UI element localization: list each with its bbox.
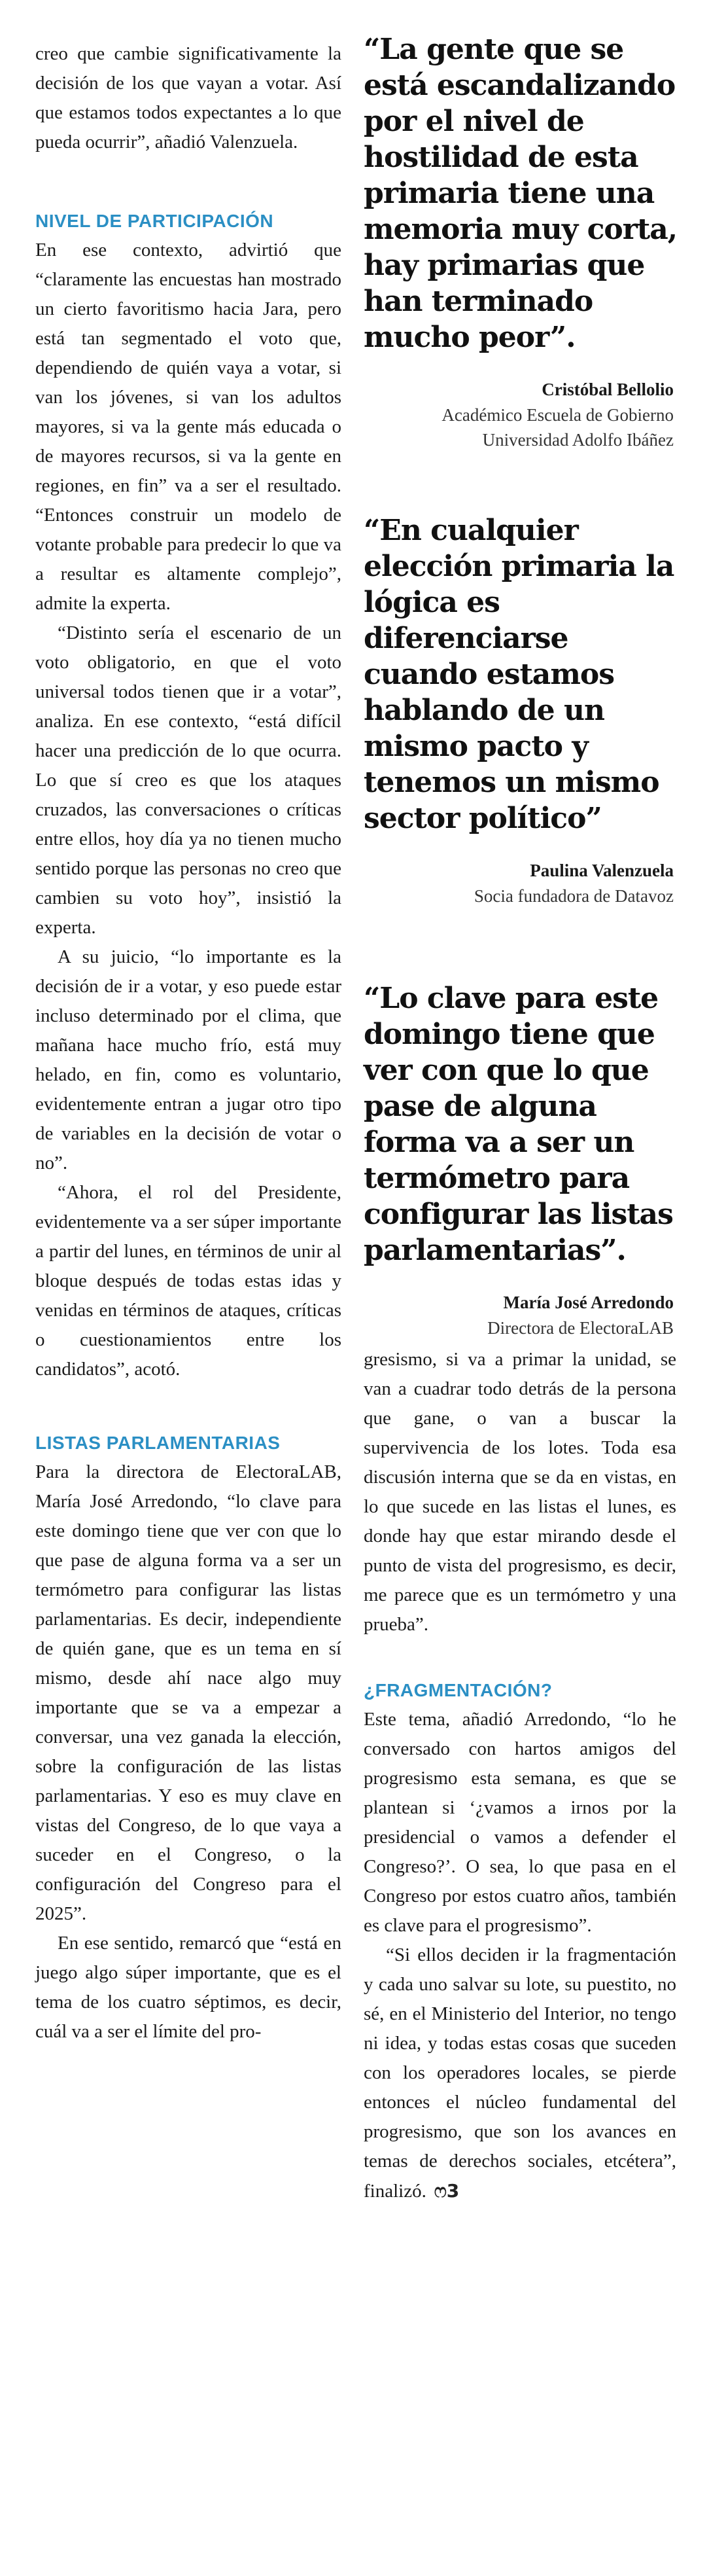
quote-attribution [364, 376, 678, 452]
pull-quote-bellolio [364, 31, 678, 452]
end-of-article-icon: ෆ3 [434, 2180, 460, 2202]
section-subhead-fragmentacion: ¿FRAGMENTACIÓN? [364, 1680, 553, 1700]
quote-author-affiliation: Universidad Adolfo Ibáñez [482, 430, 674, 450]
quote-author-role: Académico Escuela de Gobierno [441, 405, 674, 425]
quote-author-name: Paulina Valenzuela [530, 861, 674, 880]
article-paragraph: gresismo, si va a primar la unidad, se van a cuadrar todo detrás de la persona que gane, o van a buscar la supervivencia de los lotes. Toda esa discusión interna que se da en vistas, en lo que sucede en las listas el lunes, es donde hay que estar mirando desde el punto de vista del progresismo, es decir, me parece que es un termómetro y una prueba”. [364, 1349, 676, 1635]
pull-quote-text: “En cualquier elección primaria la lógica es diferenciarse cuando estamos hablando de un mismo pacto y tenemos un mismo sector político” [364, 514, 674, 835]
article-paragraph: “Distinto sería el escenario de un voto obligatorio, en que el voto universal todos tienen que ir a votar”, analiza. En ese contexto, “está difícil hacer una predicción de lo que ocurra. Lo que sí creo es que los ataques cruzados, las conversaciones o críticas entre ellos, hoy día ya no tienen mucho sentido porque las personas no creo que cambien su voto hoy”, insistió la experta. [35, 622, 341, 938]
article-paragraph-text: “Si ellos deciden ir la fragmentación y cada uno salvar su lote, su puestito, no sé, en el Ministerio del Interior, no tengo ni idea, y todas estas cosas que suceden con los operadores locales, se pierde entonces el núcleo fundamental del progresismo, que son los avances en temas de derechos sociales, etcétera”, finalizó. [364, 1944, 676, 2202]
article-paragraph: En ese contexto, advirtió que “claramente las encuestas han mostrado un cierto favoritismo hacia Jara, pero está tan segmentado el voto que, dependiendo de quién vaya a votar, si van los jóvenes, si van los adultos mayores, si va la gente más educada o de mayores recursos, si va la gente en regiones, en fin” va a ser el resultado. “Entonces construir un modelo de votante probable para predecir lo que va a resultar es altamente complejo”, admite la experta. [35, 240, 341, 614]
pull-quotes [364, 31, 678, 1340]
quote-author-name: Cristóbal Bellolio [542, 380, 674, 399]
article-paragraph: A su juicio, “lo importante es la decisión de ir a votar, y eso puede estar incluso determinado por el clima, que mañana hace mucho frío, está muy helado, en fin, como es voluntario, evidentemente entran a jugar otro tipo de variables en la decisión de votar o no”. [35, 946, 341, 1173]
article-paragraph: Este tema, añadió Arredondo, “lo he conversado con hartos amigos del progresismo esta semana, es que se plantean si ‘¿vamos a irnos por la presidencial o vamos a defender el Congreso?’. O sea, lo que pasa en el Congreso por estos cuatro años, también es clave para el progresismo”. [364, 1709, 676, 1936]
quote-author-name: María José Arredondo [503, 1293, 674, 1312]
article-right-column [364, 1345, 676, 2206]
article-paragraph: Para la directora de ElectoraLAB, María José Arredondo, “lo clave para este domingo tiene que ver con que lo que pase de alguna forma va a ser un termómetro para configurar las listas parlamentarias. Es decir, independiente de quién gane, que es un tema en sí mismo, desde ahí nace algo muy importante que se va a empezar a conversar, una vez ganada la elección, sobre la configuración de las listas parlamentarias. Y eso es muy clave en vistas del Congreso, de lo que vaya a suceder en el Congreso, o la configuración del Congreso para el 2025”. [35, 1461, 341, 1924]
quote-author-role: Directora de ElectoraLAB [487, 1318, 674, 1338]
quote-author-role: Socia fundadora de Datavoz [474, 886, 674, 906]
article-paragraph [364, 1941, 676, 2206]
quote-attribution [364, 1289, 678, 1340]
article-paragraph: En ese sentido, remarcó que “está en juego algo súper importante, que es el tema de los cuatro séptimos, es decir, cuál va a ser el límite del pro- [35, 1933, 341, 2042]
pull-quote-valenzuela [364, 512, 678, 908]
article-paragraph: “Ahora, el rol del Presidente, evidentemente va a ser súper importante a partir del lunes, en términos de unir al bloque después de todas estas idas y venidas en términos de ataques, críticas o cuestionamientos entre los candidatos”, acotó. [35, 1182, 341, 1380]
pull-quote-text: “Lo clave para este domingo tiene que ver con que lo que pase de alguna forma va a ser un termómetro para configurar las listas parlamentarias”. [364, 982, 673, 1267]
section-subhead-listas: LISTAS PARLAMENTARIAS [35, 1433, 281, 1453]
article-paragraph: creo que cambie significativamente la decisión de los que vayan a votar. Así que estamos todos expectantes a lo que pueda ocurrir”, añadió Valenzuela. [35, 43, 341, 152]
pull-quote-arredondo [364, 980, 678, 1340]
quote-attribution [364, 857, 678, 908]
section-subhead-nivel: NIVEL DE PARTICIPACIÓN [35, 211, 274, 231]
article-left-column [35, 39, 341, 2047]
pull-quote-text: “La gente que se está escandalizando por el nivel de hostilidad de esta primaria tiene una memoria muy corta, hay primarias que han terminado mucho peor”. [364, 33, 678, 354]
